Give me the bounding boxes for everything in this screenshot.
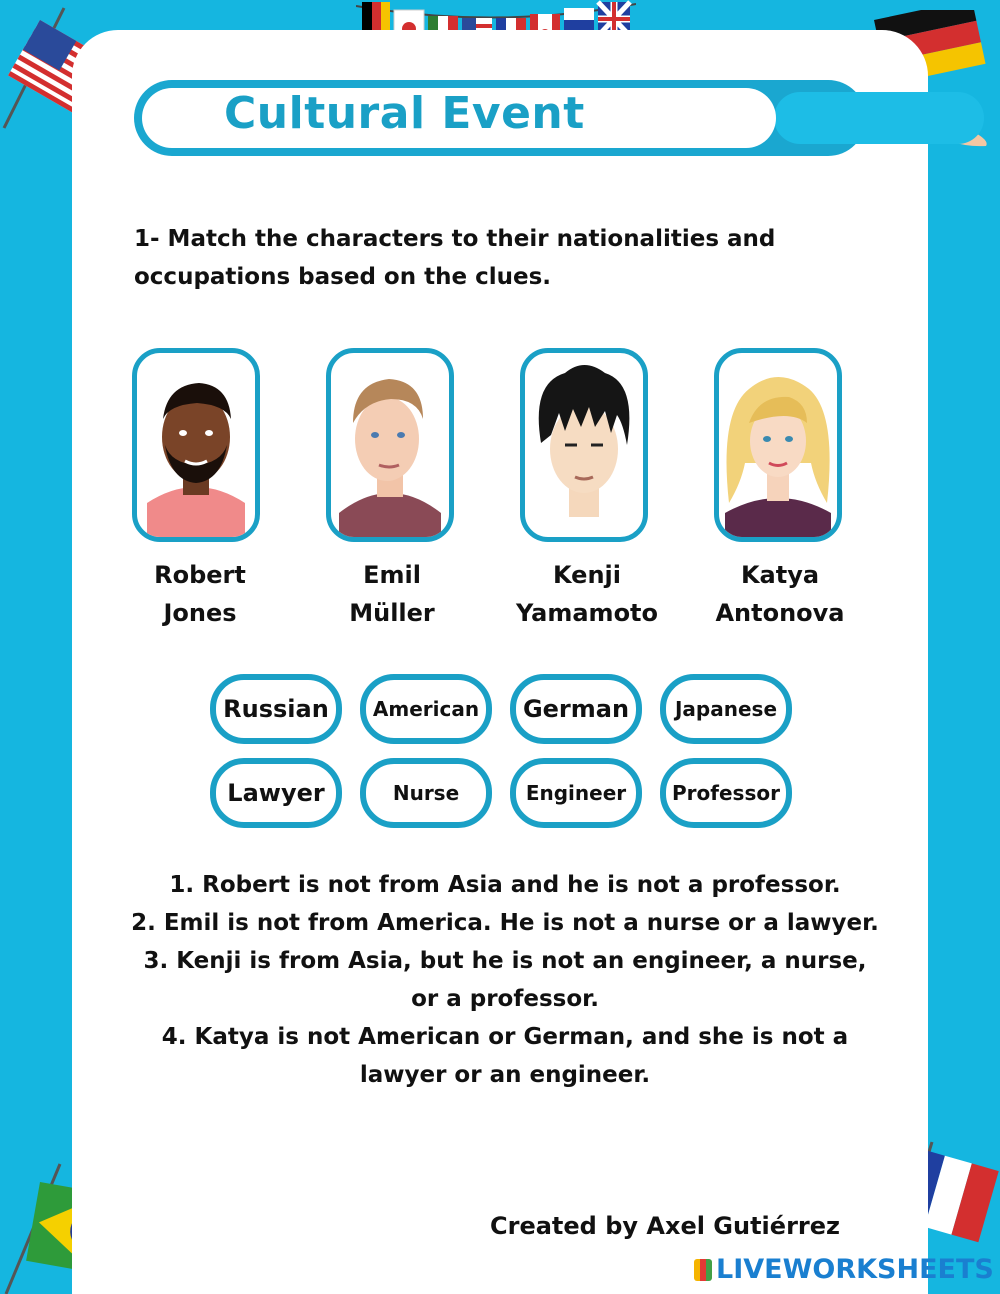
character-name-kenji: Kenji Yamamoto	[515, 561, 659, 627]
author-credit: Created by Axel Gutiérrez	[490, 1212, 840, 1240]
man-light-hair-avatar-icon	[331, 353, 449, 537]
instructions: 1- Match the characters to their nationalities and occupations based on the clues.	[134, 226, 776, 290]
character-card-kenji	[520, 348, 648, 542]
occupation-option-lawyer[interactable]: Lawyer	[210, 758, 342, 828]
brand-logo: LIVEWORKSHEETS	[694, 1254, 994, 1285]
nationality-option-russian[interactable]: Russian	[210, 674, 342, 744]
nationality-option-american[interactable]: American	[360, 674, 492, 744]
character-name-katya: Katya Antonova	[715, 561, 845, 627]
occupation-option-nurse[interactable]: Nurse	[360, 758, 492, 828]
character-name-robert: Robert Jones	[154, 561, 246, 627]
occupation-option-engineer[interactable]: Engineer	[510, 758, 642, 828]
page-title: Cultural Event	[224, 88, 585, 139]
character-card-emil	[326, 348, 454, 542]
liveworksheets-logo-icon	[694, 1259, 712, 1281]
clue-3: 3. Kenji is from Asia, but he is not an engineer, a nurse, or a professor.	[143, 948, 867, 1012]
occupation-option-professor[interactable]: Professor	[660, 758, 792, 828]
character-card-katya	[714, 348, 842, 542]
nationality-option-japanese[interactable]: Japanese	[660, 674, 792, 744]
man-dark-skin-beard-avatar-icon	[137, 353, 255, 537]
character-name-emil: Emil Müller	[349, 561, 435, 627]
clue-list	[130, 866, 880, 1094]
clue-2: 2. Emil is not from America. He is not a nurse or a lawyer.	[131, 910, 879, 936]
clue-1: 1. Robert is not from Asia and he is not a professor.	[169, 872, 841, 898]
character-card-robert	[132, 348, 260, 542]
man-black-hair-avatar-icon	[525, 353, 643, 537]
clue-4: 4. Katya is not American or German, and she is not a lawyer or an engineer.	[161, 1024, 849, 1088]
nationality-option-german[interactable]: German	[510, 674, 642, 744]
woman-blonde-curls-avatar-icon	[719, 353, 837, 537]
